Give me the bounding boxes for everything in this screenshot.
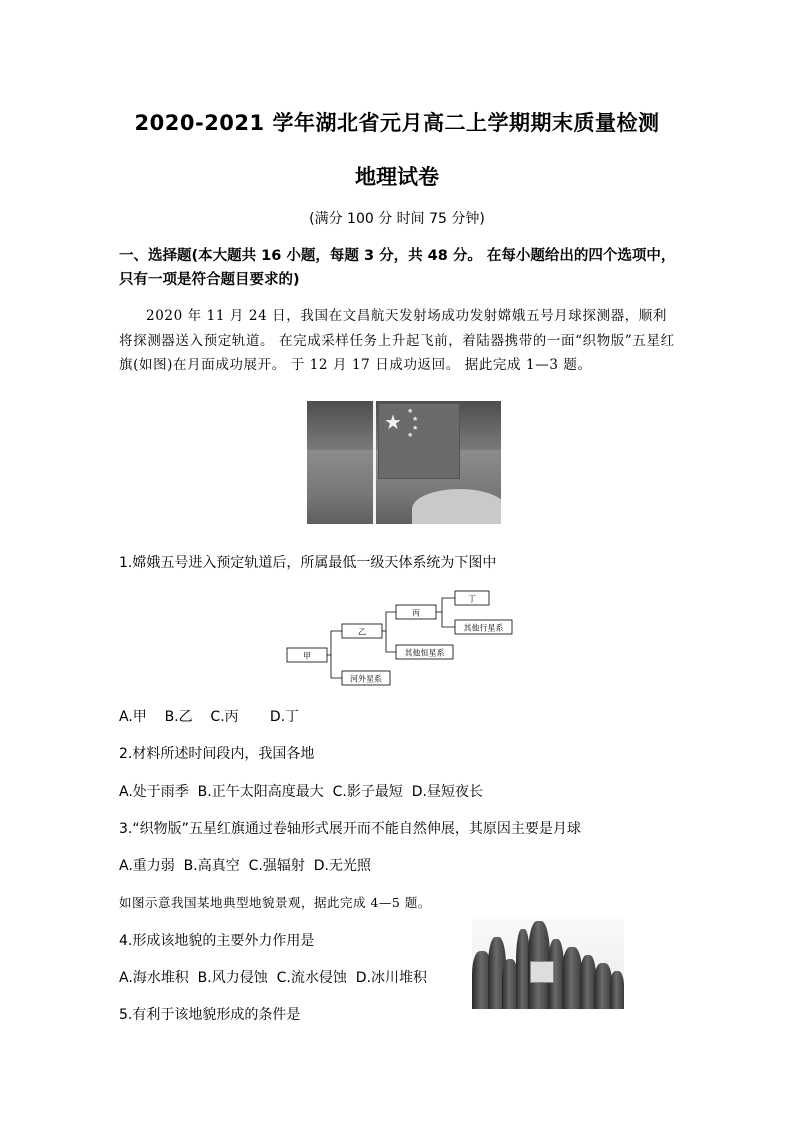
passage-landform: 如图示意我国某地典型地貌景观，据此完成 4—5 题。 xyxy=(119,895,431,910)
exam-subject: 地理试卷 xyxy=(355,165,439,189)
node-jia: 甲 xyxy=(303,651,311,661)
q2-options: A.处于雨季 B.正午太阳高度最大 C.影子最短 D.昼短夜长 xyxy=(119,784,483,800)
q1-options: A.甲 B.乙 C.丙 D.丁 xyxy=(119,709,300,725)
node-other-stars: 其他恒星系 xyxy=(404,648,445,658)
section-heading xyxy=(119,244,679,292)
node-ding: 丁 xyxy=(468,594,476,604)
exam-title: 2020-2021 学年湖北省元月高二上学期期末质量检测 xyxy=(134,111,660,135)
node-yi: 乙 xyxy=(358,627,366,637)
q2-stem: 2.材料所述时间段内，我国各地 xyxy=(119,746,315,762)
celestial-system-diagram xyxy=(282,586,522,690)
moon-flag-photo xyxy=(307,401,501,524)
node-other-planets: 其他行星系 xyxy=(463,623,504,633)
q3-stem: 3.“织物版”五星红旗通过卷轴形式展开而不能自然伸展，其原因主要是月球 xyxy=(119,821,581,837)
q5-stem: 5.有利于该地貌形成的条件是 xyxy=(119,1007,301,1023)
passage-chang-e: 2020 年 11 月 24 日，我国在文昌航天发射场成功发射嫦娥五号月球探测器，顺利将探测器送入预定轨道。 在完成采样任务上升起飞前，着陆器携带的一面“织物版”五星红旗(如图)在月面成功展开。 于 12 月 17 日成功返回。 据此完成 1—3 题。 xyxy=(119,308,675,373)
exam-info: (满分 100 分 时间 75 分钟) xyxy=(309,211,485,227)
node-extragalactic: 河外星系 xyxy=(350,674,382,684)
section-heading-line2: 只有一项是符合题目要求的) xyxy=(119,272,300,288)
flag-image: ★ ★ ★ ★ ★ xyxy=(378,403,460,479)
q4-options: A.海水堆积 B.风力侵蚀 C.流水侵蚀 D.冰川堆积 xyxy=(119,970,427,986)
q3-options: A.重力弱 B.高真空 C.强辐射 D.无光照 xyxy=(119,858,371,874)
q1-stem: 1.嫦娥五号进入预定轨道后，所属最低一级天体系统为下图中 xyxy=(119,555,497,571)
stone-forest-photo xyxy=(472,917,624,1009)
q4-stem: 4.形成该地貌的主要外力作用是 xyxy=(119,933,315,949)
node-bing: 丙 xyxy=(412,608,420,618)
section-heading-line1: 一、选择题(本大题共 16 小题，每题 3 分，共 48 分。 在每小题给出的四个选项中， xyxy=(119,248,676,264)
